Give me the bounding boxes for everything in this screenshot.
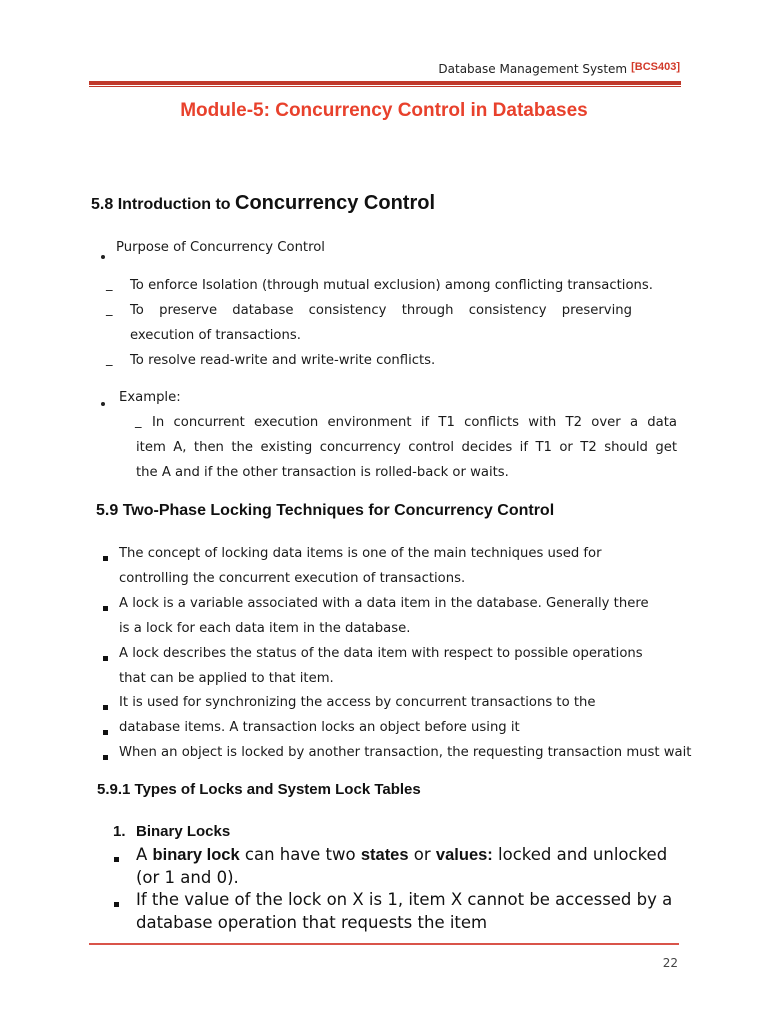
binary-lock-bullet [136, 843, 667, 867]
list-number: 1. [113, 823, 126, 840]
purpose-item: To enforce Isolation (through mutual exclusion) among conflicting transactions. [130, 278, 653, 293]
square-bullet-icon [103, 606, 108, 611]
binary-locks-title: Binary Locks [136, 823, 231, 840]
page-number: 22 [662, 956, 678, 970]
text-can-have: can have two [239, 845, 361, 864]
text-or: or [408, 845, 436, 864]
text-a: A [136, 845, 153, 864]
header-rule-thin [89, 86, 681, 87]
course-code: [BCS403] [631, 61, 680, 73]
bullet-line: When an object is locked by another transaction, the requesting transaction must wait [119, 745, 692, 760]
square-bullet-icon [103, 755, 108, 760]
bullet-line: controlling the concurrent execution of transactions. [119, 571, 466, 586]
example-label: Example: [119, 390, 181, 405]
module-title: Module-5: Concurrency Control in Databases [180, 100, 588, 121]
lock-value-bullet-continued: database operation that requests the item [136, 913, 488, 932]
term-states: states [360, 846, 409, 864]
example-line: the A and if the other transaction is rolled-back or waits. [136, 465, 509, 480]
bullet-line: A lock is a variable associated with a data item in the database. Generally there [119, 596, 649, 611]
bullet-line: is a lock for each data item in the database. [119, 621, 411, 636]
bullet-dot-icon [101, 255, 105, 259]
section-5-9-1-heading: 5.9.1 Types of Locks and System Lock Tables [97, 781, 421, 798]
purpose-label: Purpose of Concurrency Control [116, 240, 325, 255]
dash-icon: _ [106, 277, 113, 292]
dash-icon: _ [135, 414, 142, 429]
lock-value-bullet: If the value of the lock on X is 1, item X cannot be accessed by a [136, 890, 673, 909]
term-binary-lock: binary lock [152, 846, 240, 864]
bullet-line: It is used for synchronizing the access by concurrent transactions to the [119, 695, 596, 710]
square-bullet-icon [114, 857, 119, 862]
square-bullet-icon [103, 656, 108, 661]
bullet-dot-icon [101, 402, 105, 406]
header-rule [89, 81, 681, 85]
text-rest: locked and unlocked [492, 845, 668, 864]
square-bullet-icon [114, 902, 119, 907]
bullet-line: A lock describes the status of the data item with respect to possible operations [119, 646, 643, 661]
running-header [438, 61, 680, 76]
section-5-8-title: Concurrency Control [235, 192, 436, 214]
example-line: In concurrent execution environment if T1 conflicts with T2 over a data [152, 415, 677, 430]
purpose-item: To preserve database consistency through consistency preserving [130, 303, 632, 318]
bullet-line: The concept of locking data items is one of the main techniques used for [119, 546, 602, 561]
term-values: values: [435, 846, 493, 864]
square-bullet-icon [103, 705, 108, 710]
binary-lock-bullet-continued: (or 1 and 0). [136, 868, 239, 887]
course-name: Database Management System [438, 62, 628, 76]
purpose-item: To resolve read-write and write-write conflicts. [130, 353, 436, 368]
section-5-8-number: 5.8 Introduction to [91, 196, 235, 213]
bullet-line: that can be applied to that item. [119, 671, 334, 686]
footer-rule [89, 943, 679, 945]
dash-icon: _ [106, 302, 113, 317]
example-line: item A, then the existing concurrency control decides if T1 or T2 should get [136, 440, 677, 455]
square-bullet-icon [103, 730, 108, 735]
square-bullet-icon [103, 556, 108, 561]
purpose-item-continued: execution of transactions. [130, 328, 301, 343]
section-5-9-heading: 5.9 Two-Phase Locking Techniques for Concurrency Control [96, 502, 555, 519]
section-5-8-heading [91, 192, 435, 215]
dash-icon: _ [106, 352, 113, 367]
bullet-line: database items. A transaction locks an object before using it [119, 720, 520, 735]
